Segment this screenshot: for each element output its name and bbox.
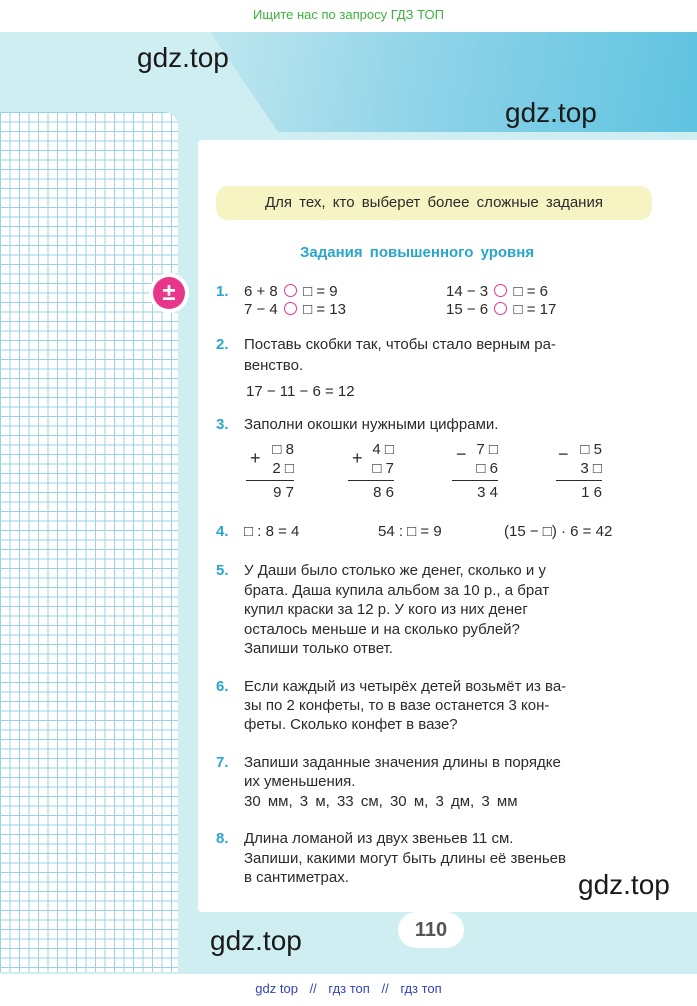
column-2-result: 8 6 [348, 480, 394, 502]
task-6-line-3: феты. Сколько конфет в вазе? [244, 716, 458, 733]
header-decoration [210, 32, 697, 132]
task-4-expr-1: □ : 8 = 4 [244, 523, 300, 540]
graph-paper-margin [0, 112, 178, 972]
footer-link-3[interactable]: гдз топ [400, 981, 442, 996]
task-4-number: 4. [216, 523, 229, 540]
task-8-line-2: Запиши, какими могут быть длины её звеньев [244, 850, 566, 867]
circle-placeholder-icon [494, 302, 507, 315]
circle-placeholder-icon [284, 302, 297, 315]
column-1 [246, 440, 294, 502]
task-3-text: Заполни окошки нужными цифрами. [244, 416, 499, 433]
watermark-2: gdz.top [505, 97, 597, 128]
hint-box: Для тех, кто выберет более сложные задания [216, 186, 652, 220]
task-5-line-5: Запиши только ответ. [244, 640, 393, 657]
task-1-expr-c: 14 − 3 □ = 6 [446, 283, 548, 300]
task-7-number: 7. [216, 754, 229, 771]
column-2-mid: □ 7 [372, 460, 394, 477]
task-7-line-1: Запиши заданные значения длины в порядке [244, 754, 561, 771]
task-1-expr-a: 6 + 8 □ = 9 [244, 283, 338, 300]
task-6-line-1: Если каждый из четырёх детей возьмёт из ва- [244, 678, 567, 695]
column-4-operator: − [558, 444, 569, 464]
task-5-line-4: осталось меньше и на сколько рублей? [244, 621, 520, 638]
task-8-number: 8. [216, 830, 229, 847]
footer-link-1[interactable]: gdz top [255, 981, 298, 996]
column-1-operator: + [250, 448, 261, 468]
column-4 [556, 440, 602, 502]
task-1-expr-d: 15 − 6 □ = 17 [446, 301, 557, 318]
column-4-result: 1 6 [556, 480, 602, 502]
task-6-number: 6. [216, 678, 229, 695]
task-3-number: 3. [216, 416, 229, 433]
task-1-number: 1. [216, 283, 229, 300]
column-4-top: □ 5 [580, 441, 602, 458]
column-2-top: 4 □ [372, 441, 394, 458]
task-2-line-1: Поставь скобки так, чтобы стало верным ра- [244, 336, 556, 353]
column-3-top: 7 □ [476, 441, 498, 458]
plus-minus-badge [149, 273, 189, 313]
footer-links [0, 974, 697, 1006]
footer-separator: // [309, 981, 317, 996]
task-2-expression: 17 − 11 − 6 = 12 [246, 383, 355, 400]
task-8-line-3: в сантиметрах. [244, 869, 349, 886]
column-3-mid: □ 6 [476, 460, 498, 477]
task-1-expr-b: 7 − 4 □ = 13 [244, 301, 346, 318]
task-5-line-3: купил краски за 12 р. У кого из них денег [244, 601, 528, 618]
task-4-expr-3: (15 − □) · 6 = 42 [504, 523, 613, 540]
page-number: 110 [398, 912, 464, 948]
circle-placeholder-icon [494, 284, 507, 297]
section-title: Задания повышенного уровня [300, 244, 535, 261]
task-5-number: 5. [216, 562, 229, 579]
column-3-operator: − [456, 444, 467, 464]
task-7-values: 30 мм, 3 м, 33 см, 30 м, 3 дм, 3 мм [244, 793, 518, 810]
task-2-number: 2. [216, 336, 229, 353]
task-5-line-2: брата. Даша купила альбом за 10 р., а брат [244, 582, 550, 599]
task-5-line-1: У Даши было столько же денег, сколько и у [244, 562, 546, 579]
task-2-line-2: венство. [244, 357, 304, 374]
column-1-mid: 2 □ [272, 460, 294, 477]
column-2 [348, 440, 394, 502]
task-4-expr-2: 54 : □ = 9 [378, 523, 442, 540]
watermark-4: gdz.top [210, 925, 302, 956]
watermark-3: gdz.top [578, 869, 670, 900]
footer-link-2[interactable]: гдз топ [328, 981, 370, 996]
plus-minus-icon: ± [153, 277, 185, 309]
task-6-line-2: зы по 2 конфеты, то в вазе останется 3 кон- [244, 697, 550, 714]
circle-placeholder-icon [284, 284, 297, 297]
watermark-1: gdz.top [137, 42, 229, 73]
column-2-operator: + [352, 448, 363, 468]
task-7-line-2: их уменьшения. [244, 773, 356, 790]
footer-separator: // [381, 981, 389, 996]
column-3 [452, 440, 498, 502]
column-3-result: 3 4 [452, 480, 498, 502]
task-8-line-1: Длина ломаной из двух звеньев 11 см. [244, 830, 514, 847]
column-4-mid: 3 □ [580, 460, 602, 477]
column-1-result: 9 7 [246, 480, 294, 502]
top-search-banner: Ищите нас по запросу ГДЗ ТОП [253, 7, 444, 22]
column-1-top: □ 8 [272, 441, 294, 458]
